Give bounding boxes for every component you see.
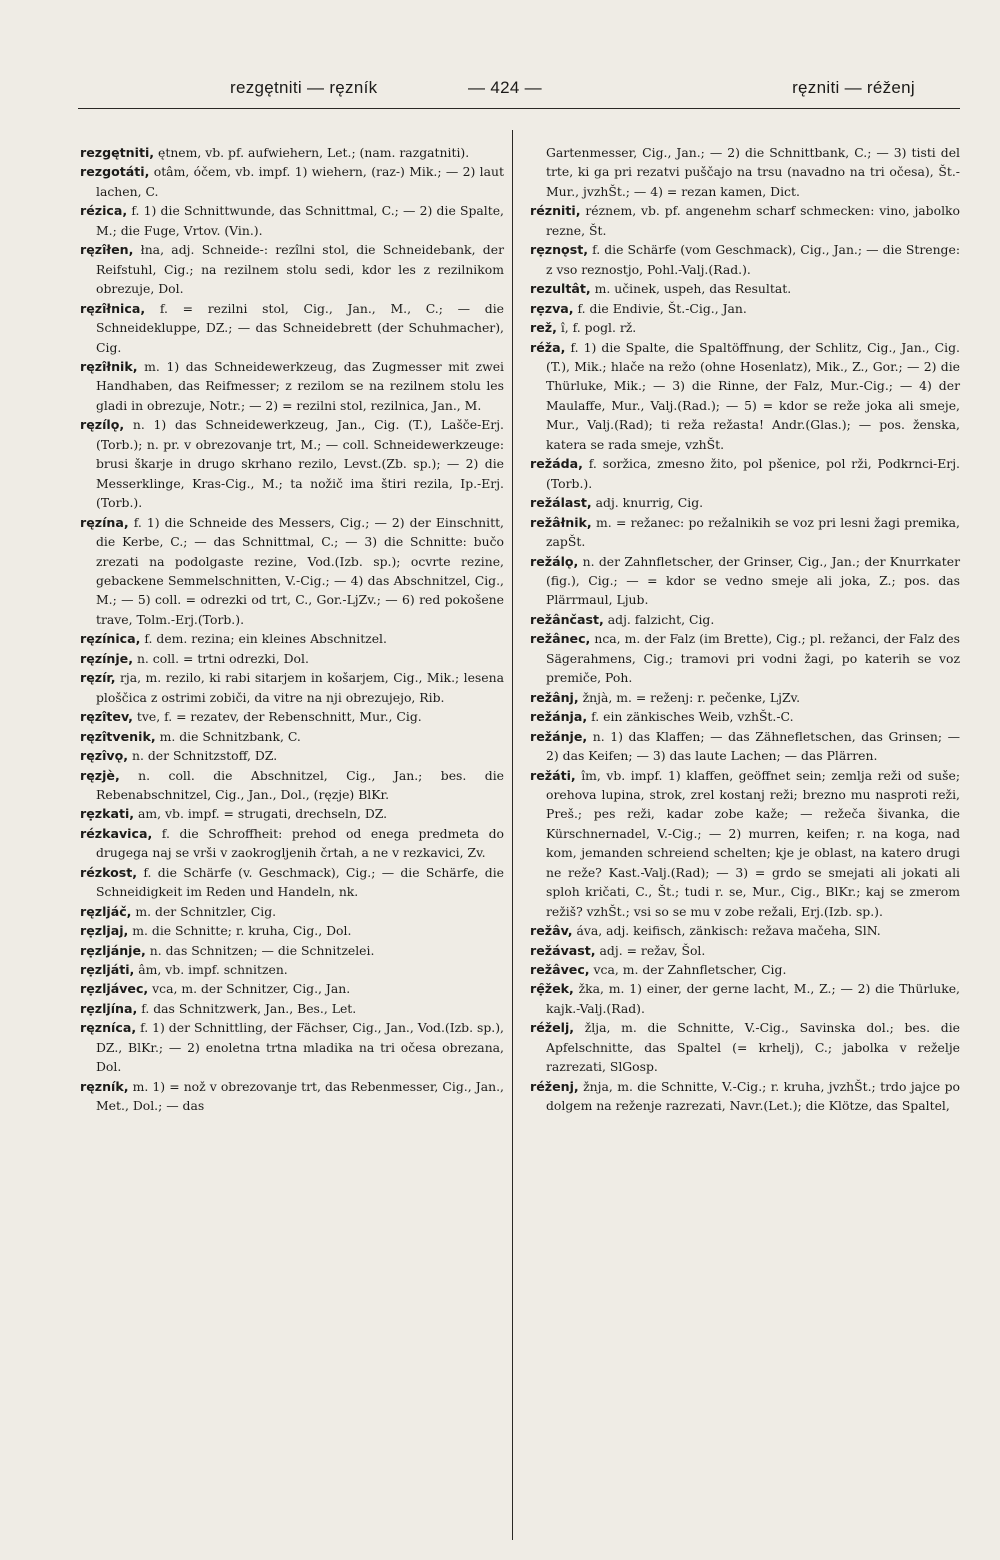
entry-definition: réznem, vb. pf. angenehm scharf schmecken: vino, jabolko rezne, Št.: [546, 203, 960, 238]
entry-headword: rẹzljánje,: [80, 942, 146, 958]
entry-definition: f. die Schroffheit: prehod od enega predmeta do drugega naj se vrši v zaokrogljenih črtah, a ne v rezkavici, Zv.: [96, 825, 504, 861]
entry-headword: režâv,: [530, 923, 573, 939]
column-divider: [512, 130, 513, 1540]
left-column: [80, 143, 504, 1116]
entry-definition: vca, m. der Zahnfletscher, Cig.: [589, 962, 787, 978]
dictionary-entry: [80, 240, 504, 298]
entry-definition: f. die Schärfe (vom Geschmack), Cig., Jan.; — die Strenge: z vso reznostjo, Pohl.-Valj.(Rad.).: [546, 242, 960, 277]
entry-headword: ręzîłnica,: [80, 300, 146, 316]
entry-headword: rẹzljávec,: [80, 981, 149, 997]
entry-definition: f. die Endivie, Št.-Cig., Jan.: [573, 300, 747, 316]
entry-definition: î, f. pogl. rž.: [556, 320, 637, 336]
entry-headword: ręzílǫ,: [80, 417, 125, 433]
entry-headword: ręzîłnik,: [80, 358, 138, 374]
header-left-guideword: rezgętniti — ręzník: [230, 78, 378, 97]
entry-definition: vca, m. der Schnitzer, Cig., Jan.: [148, 981, 351, 997]
dictionary-entry: [530, 707, 960, 726]
entry-headword: rẹzljáti,: [80, 962, 135, 978]
entry-definition: f. = rezilni stol, Cig., Jan., M., C.; — die Schneidekluppe, DZ.; — das Schneidebrett (der Schuhmacher), Cig.: [96, 300, 504, 355]
dictionary-entry: [80, 707, 504, 726]
entry-definition: f. 1) die Spalte, die Spaltöffnung, der Schlitz, Cig., Jan., Cig.(T.), Mik.; hlače na režo (ohne Hosenlatz), Mik., Z., Gor.; — 2) die Thürluke, Mik.; — 3) die Rinne, der Falz, Mur.-Cig.; — 4) der Maulaffe, Mur., Valj.(Rad.); — 5) = kdor se reže joka ali smeje, Mur., Valj.(Rad); ti reža režasta! Andr.(Glas.); — pos. ženska, katera se rada smeje, vzhŠt.: [546, 339, 960, 452]
entry-definition: f. ein zänkisches Weib, vzhŠt.-C.: [587, 709, 794, 725]
entry-headword: rẹzkati,: [80, 806, 135, 822]
dictionary-entry: [80, 1018, 504, 1076]
dictionary-entry: [530, 201, 960, 240]
entry-headword: režâłnik,: [530, 514, 592, 530]
entry-headword: režânec,: [530, 631, 591, 647]
dictionary-entry: [530, 629, 960, 687]
entry-definition: žnjà, m. = reženj: r. pečenke, LjZv.: [578, 689, 801, 705]
entry-definition: f. das Schnitzwerk, Jan., Bes., Let.: [137, 1000, 357, 1016]
dictionary-entry: [80, 162, 504, 201]
dictionary-entry: [530, 1077, 960, 1116]
dictionary-entry: [80, 649, 504, 668]
dictionary-entry: [80, 629, 504, 648]
dictionary-entry: [80, 143, 504, 162]
entry-definition: m. die Schnitte; r. kruha, Cig., Dol.: [128, 923, 352, 939]
entry-definition: âm, vb. impf. schnitzen.: [134, 962, 288, 978]
dictionary-entry: [530, 610, 960, 629]
dictionary-entry: [530, 240, 960, 279]
entry-definition: žnja, m. die Schnitte, V.-Cig.; r. kruha, jvzhŠt.; trdo jajce po dolgem na reženje razrezati, Navr.(Let.); die Klötze, das Spaltel,: [546, 1078, 960, 1114]
dictionary-entry: [80, 415, 504, 512]
entry-headword: ręzîtev,: [80, 709, 133, 725]
entry-headword: režâvec,: [530, 962, 590, 978]
entry-headword: rezultât,: [530, 281, 591, 297]
entry-headword: rẹzljaj,: [80, 923, 129, 939]
entry-definition: f. 1) der Schnittling, der Fächser, Cig., Jan., Vod.(Izb. sp.), DZ., BlKr.; — 2) enoletna trtna mladika na tri očesa obrezana, Dol.: [96, 1020, 504, 1075]
entry-headword: rẹznǫst,: [530, 242, 589, 258]
entry-headword: ręzîvǫ,: [80, 748, 129, 764]
entry-definition: n. coll. die Abschnitzel, Cig., Jan.; bes. die Rebenabschnitzel, Cig., Jan., Dol., (ręzje) BlKr.: [96, 767, 504, 802]
dictionary-entry: [530, 766, 960, 922]
entry-definition: łna, adj. Schneide-: rezîlni stol, die Schneidebank, der Reifstuhl, Cig.; na rezilnem stolu sedi, kdor les z rezilnikom obrezuje, Dol.: [96, 242, 504, 297]
entry-definition: m. učinek, uspeh, das Resultat.: [590, 281, 792, 297]
entry-definition: îm, vb. impf. 1) klaffen, geöffnet sein; zemlja reži od suše; orehova lupina, strok, zrel kostanj reži; brezno mu nasproti reži, Preš.; pes reži, kadar zobe kaže; — režeča šivanka, die Kürschnernadel, V.-Cig.; — 2) murren, keifen; r. na koga, nad kom, jemanden schreiend schelten; kje je oblast, na katero drugi ne reže? Kast.-Valj.(Rad); — 3) = grdo se smejati ali jokati ali sploh kričati, C., Št.; tudi r. se, Mur., Cig., BlKr.; kaj se zmerom režiš? vzhŠt.; vsi so se mu v zobe režali, Erj.(Izb. sp.).: [546, 767, 960, 919]
dictionary-entry: [530, 279, 960, 298]
dictionary-entry: [530, 454, 960, 493]
entry-definition: f. 1) die Schnittwunde, das Schnittmal, C.; — 2) die Spalte, M.; die Fuge, Vrtov. (Vin.).: [96, 203, 504, 238]
dictionary-entry: [80, 863, 504, 902]
dictionary-entry: [80, 513, 504, 630]
dictionary-entry: [80, 201, 504, 240]
entry-headword: réželj,: [530, 1020, 575, 1036]
entry-headword: režávast,: [530, 942, 596, 958]
entry-definition: žlja, m. die Schnitte, V.-Cig., Savinska dol.; bes. die Apfelschnitte, das Spaltel (= krhelj), C.; jabolka v reželje razrezati, SlGosp.: [546, 1020, 960, 1075]
entry-headword: ręzír,: [80, 670, 116, 686]
entry-definition: Gartenmesser, Cig., Jan.; — 2) die Schnittbank, C.; — 3) tisti del trte, ki ga pri rezatvi puščajo na trsu (navadno na tri očesa), Št.-Mur., jvzhŠt.; — 4) = rezan kamen, Dict.: [546, 145, 960, 199]
dictionary-entry: [80, 960, 504, 979]
dictionary-entry: [80, 941, 504, 960]
dictionary-entry: [80, 766, 504, 805]
dictionary-entry: [80, 357, 504, 415]
entry-definition: am, vb. impf. = strugati, drechseln, DZ.: [134, 806, 388, 822]
entry-headword: rẹzva,: [530, 300, 574, 316]
entry-definition: nca, m. der Falz (im Brette), Cig.; pl. režanci, der Falz des Sägerahmens, Cig.; tramovi pri vodni žagi, po katerih se voz premiče, Poh.: [546, 631, 960, 686]
dictionary-entry: [80, 1077, 504, 1116]
dictionary-entry: [80, 921, 504, 940]
dictionary-entry: [530, 960, 960, 979]
entry-headword: rézniti,: [530, 203, 581, 219]
entry-headword: rezgętniti,: [80, 145, 155, 160]
dictionary-entry: [80, 804, 504, 823]
entry-headword: ręzník,: [80, 1078, 129, 1094]
header-rule: [78, 108, 960, 109]
dictionary-entry: [530, 552, 960, 610]
entry-headword: ręzjè,: [80, 767, 120, 783]
entry-headword: ręzníca,: [80, 1020, 137, 1036]
entry-definition: n. der Zahnfletscher, der Grinser, Cig., Jan.; der Knurrkater (fig.), Cig.; — = kdor se vedno smeje ali joka, Z.; pos. das Plärrmaul, Ljub.: [546, 553, 960, 608]
entry-headword: réženj,: [530, 1078, 579, 1094]
entry-definition: m. = režanec: po režalnikih se voz pri lesni žagi premika, zapŠt.: [546, 514, 960, 550]
entry-headword: rézkost,: [80, 864, 138, 880]
entry-definition: f. 1) die Schneide des Messers, Cig.; — 2) der Einschnitt, die Kerbe, C.; — das Schnittmal, C.; — 3) die Schnitte: bučo zrezati na podolgaste rezine, Vod.(Izb. sp.); ocvrte rezine, gebackene Semmelschnitten, V.-Cig.; — 4) das Abschnitzel, Cig., M.; — 5) coll. = odrezki od trt, C., Gor.-LjZv.; — 6) red pokošene trave, Tolm.-Erj.(Torb.).: [96, 514, 504, 627]
entry-definition: rja, m. rezilo, ki rabi sitarjem in košarjem, Cig., Mik.; lesena ploščica z ostrimi zobiči, da vitre na nji obrezujejo, Rib.: [96, 670, 504, 705]
entry-headword: režánja,: [530, 709, 588, 725]
dictionary-entry: [530, 143, 960, 201]
dictionary-entry: [80, 979, 504, 998]
entry-definition: f. die Schärfe (v. Geschmack), Cig.; — die Schärfe, die Schneidigkeit im Reden und Handeln, nk.: [96, 864, 504, 900]
entry-definition: adj. = režav, Šol.: [595, 942, 706, 958]
entry-definition: n. der Schnitzstoff, DZ.: [128, 748, 278, 764]
dictionary-entry: [530, 513, 960, 552]
entry-definition: žka, m. 1) einer, der gerne lacht, M., Z.; — 2) die Thürluke, kajk.-Valj.(Rad).: [546, 981, 960, 1016]
entry-definition: adj. falzicht, Cig.: [603, 611, 715, 627]
entry-definition: m. 1) = nož v obrezovanje trt, das Rebenmesser, Cig., Jan., Met., Dol.; — das: [96, 1078, 504, 1114]
entry-headword: rezgotáti,: [80, 164, 150, 180]
entry-definition: otâm, óčem, vb. impf. 1) wiehern, (raz-) Mik.; — 2) laut lachen, C.: [96, 164, 504, 199]
entry-definition: m. 1) das Schneidewerkzeug, das Zugmesser mit zwei Handhaben, das Reifmesser; z rezilom se na rezilnem stolu les gladi in obrezuje, Notr.; — 2) = rezilni stol, rezilnica, Jan., M.: [96, 358, 504, 413]
dictionary-entry: [530, 941, 960, 960]
entry-definition: n. 1) das Klaffen; — das Zähnefletschen, das Grinsen; — 2) das Keifen; — 3) das laute Lachen; — das Plärren.: [546, 728, 960, 764]
entry-headword: rézica,: [80, 203, 128, 219]
entry-headword: rézkavica,: [80, 825, 153, 841]
entry-headword: režálast,: [530, 495, 592, 511]
dictionary-entry: [530, 979, 960, 1018]
entry-headword: režânj,: [530, 689, 579, 705]
dictionary-entry: [80, 999, 504, 1018]
dictionary-entry: [80, 668, 504, 707]
entry-definition: áva, adj. keifisch, zänkisch: režava mačeha, SlN.: [572, 923, 881, 939]
dictionary-entry: [80, 299, 504, 357]
entry-headword: rẹ̑žek,: [530, 981, 574, 997]
entry-headword: ręzína,: [80, 514, 129, 530]
entry-definition: n. 1) das Schneidewerkzeug, Jan., Cig. (T.), Lašče-Erj.(Torb.); n. pr. v obrezovanje trt, M.; — coll. Schneidewerkzeuge: brusi škarje in drugo skrhano rezilo, Levst.(Zb. sp.); — 2) die Messerklinge, Kras-Cig., M.; ta nožič ima štiri rezila, Ip.-Erj.(Torb.).: [96, 417, 504, 511]
page-number: — 424 —: [468, 78, 542, 97]
entry-definition: adj. knurrig, Cig.: [591, 495, 704, 511]
entry-headword: režálǫ,: [530, 553, 579, 569]
entry-definition: f. dem. rezina; ein kleines Abschnitzel.: [140, 631, 387, 647]
entry-definition: m. die Schnitzbank, C.: [155, 728, 301, 744]
dictionary-entry: [530, 727, 960, 766]
entry-definition: n. das Schnitzen; — die Schnitzelei.: [145, 942, 375, 958]
header-right-guideword: ręzniti — réženj: [792, 78, 915, 97]
dictionary-entry: [80, 824, 504, 863]
entry-headword: režáti,: [530, 767, 576, 783]
entry-headword: ręzîłen,: [80, 242, 134, 258]
dictionary-entry: [80, 746, 504, 765]
entry-definition: ętnem, vb. pf. aufwiehern, Let.; (nam. razgatniti).: [154, 145, 470, 160]
entry-definition: tve, f. = rezatev, der Rebenschnitt, Mur., Cig.: [132, 709, 422, 725]
dictionary-entry: [530, 493, 960, 512]
dictionary-entry: [530, 338, 960, 455]
entry-headword: ręzínje,: [80, 650, 134, 666]
entry-headword: ręzínica,: [80, 631, 141, 647]
dictionary-entry: [80, 902, 504, 921]
entry-definition: n. coll. = trtni odrezki, Dol.: [133, 650, 309, 666]
entry-headword: réža,: [530, 339, 566, 355]
dictionary-entry: [530, 688, 960, 707]
entry-headword: režânčast,: [530, 611, 604, 627]
entry-headword: rẹzljínа,: [80, 1000, 138, 1016]
right-column: [530, 143, 960, 1116]
dictionary-entry: [530, 299, 960, 318]
page-header: [78, 70, 960, 110]
entry-headword: režánje,: [530, 728, 588, 744]
entry-headword: režáda,: [530, 456, 583, 472]
dictionary-entry: [530, 1018, 960, 1076]
entry-definition: m. der Schnitzler, Cig.: [131, 903, 277, 919]
entry-definition: f. soržica, zmesno žito, pol pšenice, pol rži, Podkrnci-Erj.(Torb.).: [546, 456, 960, 491]
dictionary-entry: [530, 921, 960, 940]
entry-headword: ręzljáč,: [80, 903, 132, 919]
dictionary-entry: [80, 727, 504, 746]
dictionary-entry: [530, 318, 960, 337]
entry-headword: rež,: [530, 320, 557, 336]
entry-headword: ręzîtvenik,: [80, 728, 156, 744]
